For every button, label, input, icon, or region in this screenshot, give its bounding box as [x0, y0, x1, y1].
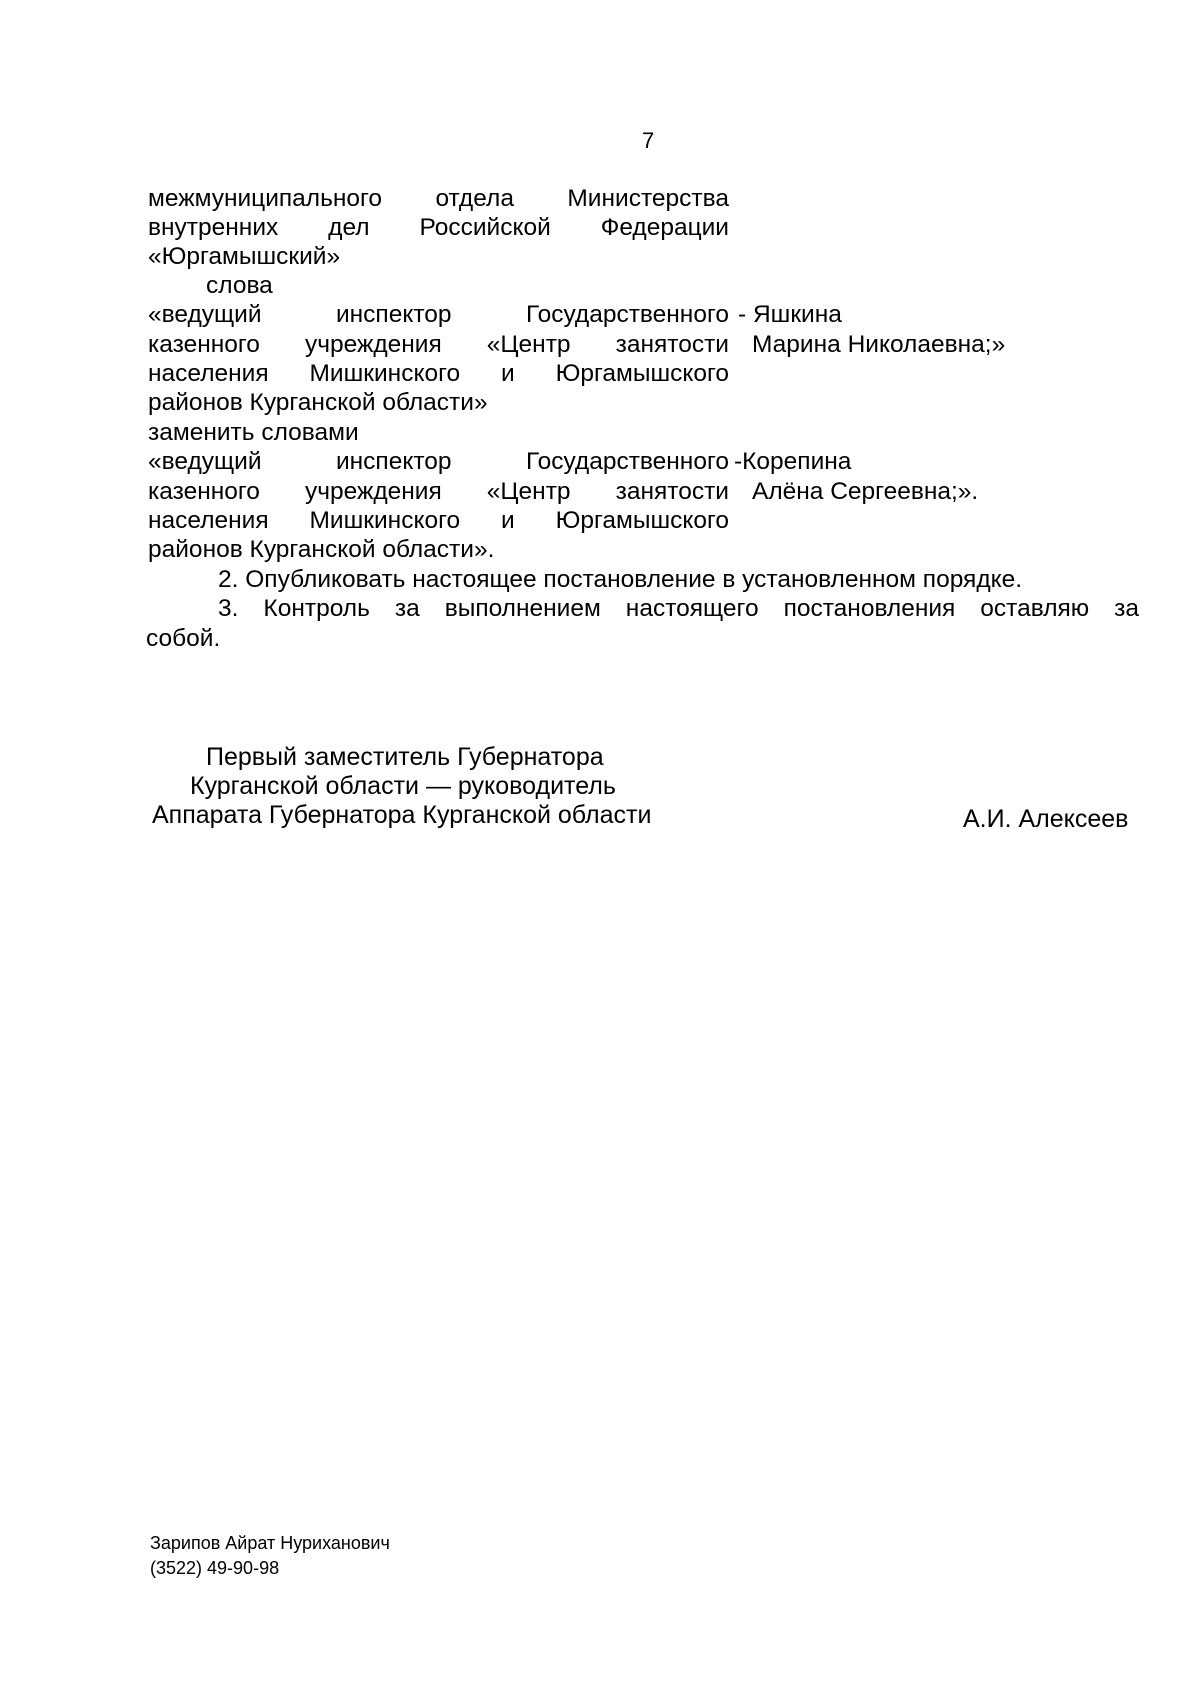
old-words-line: районов Курганской области» — [148, 389, 488, 416]
new-words-line: казенного учреждения «Центр занятости — [148, 478, 729, 505]
old-person-surname: - Яшкина — [738, 301, 842, 328]
item-3-line-1: 3. Контроль за выполнением настоящего постановления оставляю за — [218, 595, 1139, 622]
contact-phone: (3522) 49-90-98 — [150, 1558, 280, 1578]
signature-position-line: Первый заместитель Губернатора — [206, 743, 604, 771]
signature-position-line: Курганской области — руководитель — [190, 772, 616, 800]
intro-line: «Юргамышский» — [148, 243, 341, 270]
old-person-name: Марина Николаевна;» — [752, 331, 1006, 358]
new-words-line: «ведущий инспектор Государственного — [148, 448, 729, 475]
page-number: 7 — [642, 128, 655, 153]
old-words-line: «ведущий инспектор Государственного — [148, 301, 729, 328]
intro-line: внутренних дел Российской Федерации — [148, 214, 729, 241]
new-words-line: населения Мишкинского и Юргамышского — [148, 507, 729, 534]
contact-name: Зарипов Айрат Нуриханович — [150, 1533, 390, 1553]
new-person-name: Алёна Сергеевна;». — [752, 478, 979, 505]
old-words-line: населения Мишкинского и Юргамышского — [148, 360, 729, 387]
old-words-label: слова — [206, 272, 273, 299]
item-2: 2. Опубликовать настоящее постановление в установленном порядке. — [218, 566, 1023, 593]
new-person-surname: -Корепина — [734, 448, 852, 475]
signature-position-line: Аппарата Губернатора Курганской области — [152, 801, 652, 829]
intro-line: межмуниципального отдела Министерства — [148, 185, 729, 212]
old-words-line: казенного учреждения «Центр занятости — [148, 331, 729, 358]
item-3-line-2: собой. — [146, 625, 221, 652]
signatory-name: А.И. Алексеев — [963, 805, 1129, 833]
new-words-label: заменить словами — [148, 419, 359, 446]
new-words-line: районов Курганской области». — [148, 536, 495, 563]
